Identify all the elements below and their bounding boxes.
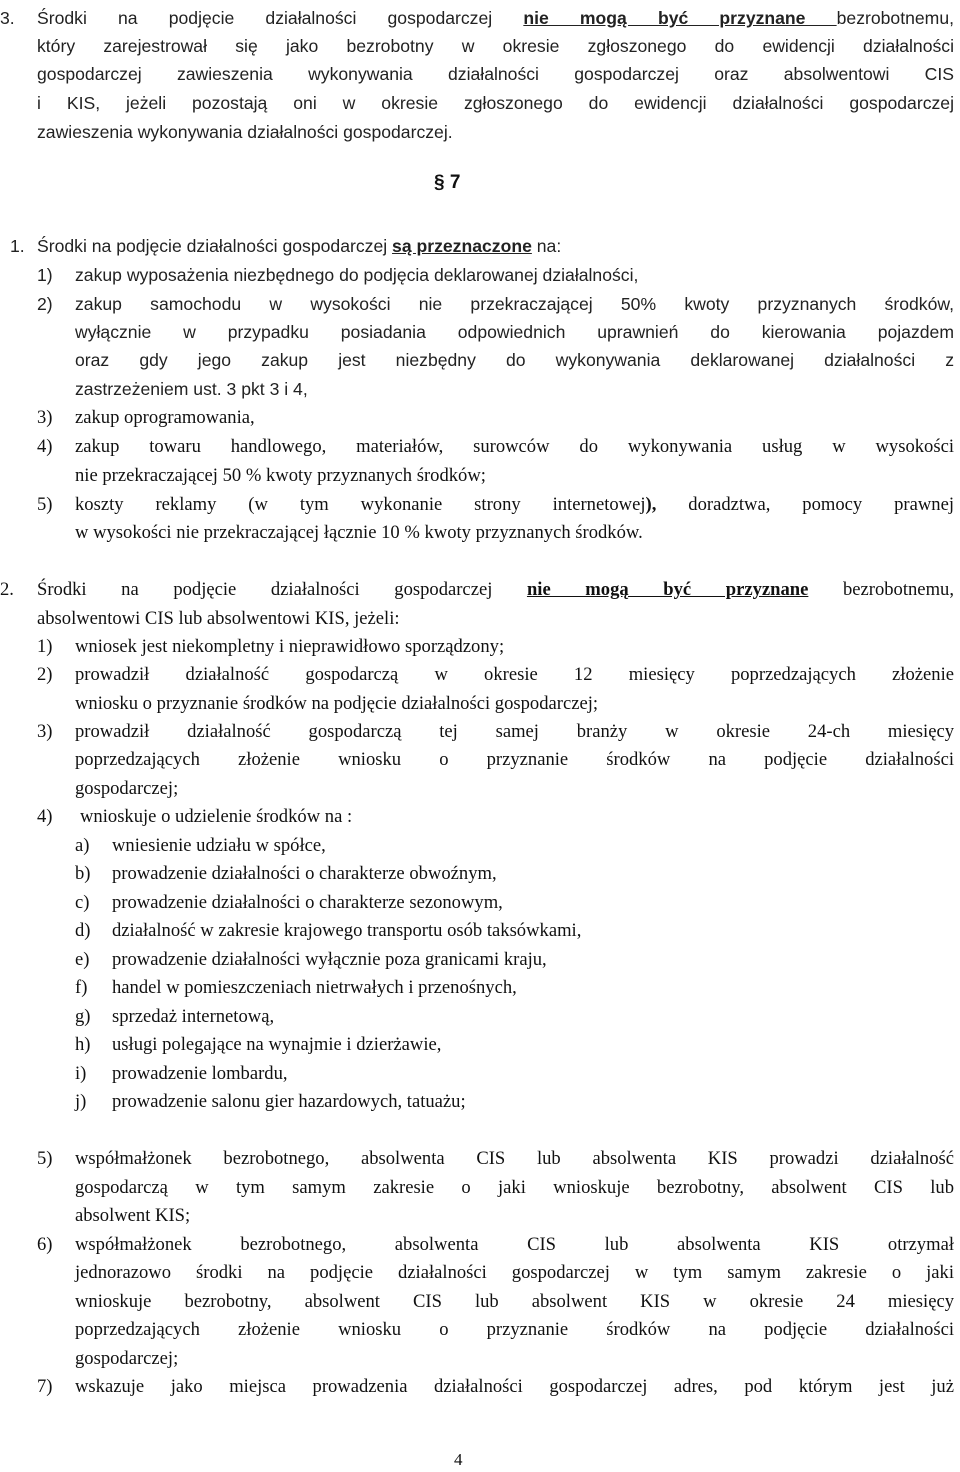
s2-item-1: 1) wniosek jest niekompletny i nieprawidłowo sporządzony; <box>37 636 505 657</box>
sublist-item: a) wniesienie udziału w spółce, <box>75 835 326 856</box>
s2-item-5: 5) współmałżonek bezrobotnego, absolwenta CIS lub absolwenta KIS prowadzi działalność <box>37 1148 954 1169</box>
s2-item-6-line-4: poprzedzających złożenie wniosku o przyznanie środków na podjęcie działalności <box>75 1319 954 1340</box>
s2-item-6: 6) współmałżonek bezrobotnego, absolwenta CIS lub absolwenta KIS otrzymał <box>37 1234 954 1255</box>
sublist-item: e) prowadzenie działalności wyłącznie poza granicami kraju, <box>75 949 547 970</box>
s1-item-4: 4) zakup towaru handlowego, materiałów, surowców do wykonywania usług w wysokości <box>37 436 954 457</box>
s1-item-2: 2) zakup samochodu w wysokości nie przekraczającej 50% kwoty przyznanych środków, <box>37 294 954 314</box>
s1-number: 1. <box>10 236 25 256</box>
p3-line-3: gospodarczej zawieszenia wykonywania działalności gospodarczej oraz absolwentowi CIS <box>37 64 954 84</box>
s2-item-6-line-5: gospodarczej; <box>75 1348 179 1369</box>
sublist-item: c) prowadzenie działalności o charakterze sezonowym, <box>75 892 503 913</box>
emphasis-underline: nie mogą być przyznane <box>526 579 809 600</box>
s1-item-2-line-3: oraz gdy jego zakup jest niezbędny do wykonywania deklarowanej działalności z <box>75 350 954 370</box>
sublist-item: f) handel w pomieszczeniach nietrwałych i przenośnych, <box>75 977 517 998</box>
p3-line-1: 3. Środki na podjęcie działalności gospodarczej nie mogą być przyznane bezrobotnemu, <box>0 4 960 32</box>
sublist-item: d) działalność w zakresie krajowego transportu osób taksówkami, <box>75 920 582 941</box>
s2-line-2: absolwentowi CIS lub absolwentowi KIS, jeżeli: <box>37 608 400 629</box>
sublist-item: h) usługi polegające na wynajmie i dzierżawie, <box>75 1034 442 1055</box>
sublist-item: j) prowadzenie salonu gier hazardowych, tatuażu; <box>75 1091 466 1112</box>
s1-item-5: 5) koszty reklamy (w tym wykonanie strony internetowej), doradztwa, pomocy prawnej <box>37 494 954 515</box>
emphasis-underline: są przeznaczone <box>392 236 532 256</box>
s1-item-3: 3) zakup oprogramowania, <box>37 407 255 428</box>
s2-item-7: 7) wskazuje jako miejsca prowadzenia działalności gospodarczej adres, pod którym jest już <box>37 1376 954 1397</box>
s2-item-3: 3) prowadził działalność gospodarczą tej samej branży w okresie 24-ch miesięcy <box>37 721 954 742</box>
s2-number: 2. <box>0 579 14 600</box>
p3-line-2: który zarejestrował się jako bezrobotny w okresie zgłoszonego do ewidencji działalności <box>37 36 954 56</box>
s1-item-2-line-4: zastrzeżeniem ust. 3 pkt 3 i 4, <box>75 379 308 399</box>
emphasis-underline: nie mogą być przyznane <box>523 8 837 28</box>
s2-item-2-line-2: wniosku o przyznanie środków na podjęcie działalności gospodarczej; <box>75 693 599 714</box>
s2-item-3-line-2: poprzedzających złożenie wniosku o przyznanie środków na podjęcie działalności <box>75 749 954 770</box>
s1-item-4-line-2: nie przekraczającej 50 % kwoty przyznanych środków; <box>75 465 486 486</box>
s2-item-5-line-2: gospodarczą w tym samym zakresie o jaki wnioskuje bezrobotny, absolwent CIS lub <box>75 1177 954 1198</box>
s2-item-6-line-3: wnioskuje bezrobotny, absolwent CIS lub absolwent KIS w okresie 24 miesięcy <box>75 1291 954 1312</box>
sublist-item: i) prowadzenie lombardu, <box>75 1063 288 1084</box>
s2-item-5-line-3: absolwent KIS; <box>75 1205 191 1226</box>
section-heading: § 7 <box>434 172 461 193</box>
p3-number: 3. <box>0 8 15 28</box>
s1-item-5-line-2: w wysokości nie przekraczającej łącznie 10 % kwoty przyznanych środków. <box>75 522 643 543</box>
s2-item-2: 2) prowadził działalność gospodarczą w okresie 12 miesięcy poprzedzających złożenie <box>37 664 954 685</box>
p3-line-5: zawieszenia wykonywania działalności gospodarczej. <box>37 122 453 142</box>
s2-item-4: 4) wnioskuje o udzielenie środków na : <box>37 806 353 827</box>
s2-item-6-line-2: jednorazowo środki na podjęcie działalności gospodarczej w tym samym zakresie o jaki <box>75 1262 954 1283</box>
sublist-item: g) sprzedaż internetową, <box>75 1006 275 1027</box>
s2-item-3-line-3: gospodarczej; <box>75 778 179 799</box>
s1-item-1: 1) zakup wyposażenia niezbędnego do podjęcia deklarowanej działalności, <box>37 265 639 285</box>
s2-heading-line: 2. Środki na podjęcie działalności gospodarczej nie mogą być przyznane bezrobotnemu, <box>0 576 960 604</box>
s1-item-2-line-2: wyłącznie w przypadku posiadania odpowiednich uprawnień do kierowania pojazdem <box>75 322 954 342</box>
sublist-item: b) prowadzenie działalności o charakterze obwoźnym, <box>75 863 497 884</box>
p3-line-4: i KIS, jeżeli pozostają oni w okresie zgłoszonego do ewidencji działalności gospodarczej <box>37 93 954 113</box>
s1-heading-line: 1. Środki na podjęcie działalności gospodarczej są przeznaczone na: <box>0 232 960 260</box>
page-number: 4 <box>454 1450 463 1469</box>
